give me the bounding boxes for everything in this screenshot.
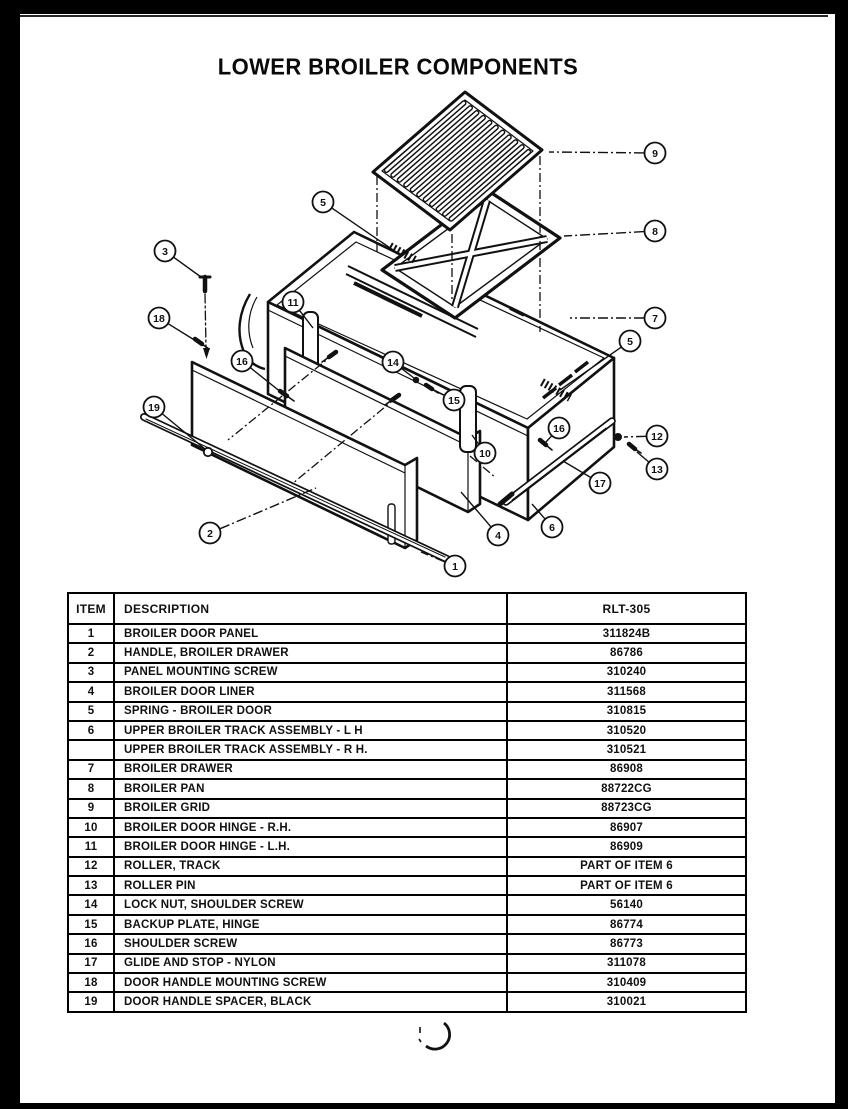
- cell-part: 86773: [507, 934, 746, 953]
- callout-18: [149, 308, 197, 342]
- cell-item: 1: [68, 624, 114, 643]
- callout-number: 5: [320, 196, 326, 209]
- cell-part: 86909: [507, 837, 746, 856]
- cell-part: 310240: [507, 663, 746, 682]
- cell-item: 15: [68, 915, 114, 934]
- table-row: [68, 682, 746, 701]
- leader-line: [624, 436, 646, 437]
- header-item: ITEM: [68, 593, 114, 624]
- cell-part: 310021: [507, 992, 746, 1011]
- callout-number: 16: [236, 355, 248, 368]
- table-row: [68, 740, 746, 759]
- parts-table: [67, 592, 747, 1013]
- cell-item: 9: [68, 799, 114, 818]
- callout-number: 2: [207, 527, 213, 540]
- cell-item: 13: [68, 876, 114, 895]
- cell-item: 2: [68, 643, 114, 662]
- cell-item: 6: [68, 721, 114, 740]
- table-row: [68, 663, 746, 682]
- cell-description: LOCK NUT, SHOULDER SCREW: [114, 895, 507, 914]
- callout-number: 12: [651, 430, 663, 443]
- callout-number: 17: [594, 477, 606, 490]
- callout-number: 13: [651, 463, 663, 476]
- callout-number: 6: [549, 521, 555, 534]
- table-row: [68, 624, 746, 643]
- leader-line: [637, 452, 649, 462]
- callout-number: 7: [652, 312, 658, 325]
- cell-description: UPPER BROILER TRACK ASSEMBLY - L H: [114, 721, 507, 740]
- cell-item: 3: [68, 663, 114, 682]
- callout-number: 9: [652, 147, 658, 160]
- callout-number: 5: [627, 335, 633, 348]
- cell-part: 86907: [507, 818, 746, 837]
- leader-line: [168, 324, 196, 341]
- cell-item: 10: [68, 818, 114, 837]
- table-row: [68, 973, 746, 992]
- cell-description: UPPER BROILER TRACK ASSEMBLY - R H.: [114, 740, 507, 759]
- table-row: [68, 702, 746, 721]
- callout-number: 11: [287, 296, 299, 309]
- table-row: [68, 779, 746, 798]
- track-roller: [614, 433, 622, 441]
- cell-part: 88723CG: [507, 799, 746, 818]
- callout-number: 1: [452, 560, 458, 573]
- callout-9: [549, 143, 666, 164]
- cell-description: ROLLER, TRACK: [114, 857, 507, 876]
- cell-description: BROILER GRID: [114, 799, 507, 818]
- leader-line: [564, 232, 644, 236]
- callout-number: 10: [479, 447, 491, 460]
- table-row: [68, 895, 746, 914]
- cell-part: 310815: [507, 702, 746, 721]
- roller-pin: [629, 444, 635, 449]
- cell-description: BROILER DRAWER: [114, 760, 507, 779]
- cell-item: 14: [68, 895, 114, 914]
- cell-part: 311078: [507, 954, 746, 973]
- page-number-mark: [419, 1023, 450, 1049]
- cell-description: DOOR HANDLE SPACER, BLACK: [114, 992, 507, 1011]
- callout-13: [637, 452, 668, 480]
- cell-item: 16: [68, 934, 114, 953]
- cell-description: BROILER DOOR LINER: [114, 682, 507, 701]
- cell-part: PART OF ITEM 6: [507, 857, 746, 876]
- cell-description: DOOR HANDLE MOUNTING SCREW: [114, 973, 507, 992]
- cell-description: ROLLER PIN: [114, 876, 507, 895]
- cell-description: BROILER PAN: [114, 779, 507, 798]
- cell-item: [68, 740, 114, 759]
- cell-part: 310521: [507, 740, 746, 759]
- cell-description: SHOULDER SCREW: [114, 934, 507, 953]
- cell-item: 18: [68, 973, 114, 992]
- cell-description: BROILER DOOR PANEL: [114, 624, 507, 643]
- header-description: DESCRIPTION: [114, 593, 507, 624]
- cell-item: 5: [68, 702, 114, 721]
- header-model: RLT-305: [507, 593, 746, 624]
- callout-number: 3: [162, 245, 168, 258]
- cell-part: 310520: [507, 721, 746, 740]
- cell-description: PANEL MOUNTING SCREW: [114, 663, 507, 682]
- table-row: [68, 876, 746, 895]
- leader-line: [549, 152, 644, 153]
- cell-description: BROILER DOOR HINGE - R.H.: [114, 818, 507, 837]
- table-row: [68, 992, 746, 1011]
- callout-number: 18: [153, 312, 165, 325]
- callout-number: 16: [553, 422, 565, 435]
- leader-line: [174, 257, 201, 277]
- table-row: [68, 954, 746, 973]
- cell-part: 86908: [507, 760, 746, 779]
- cell-item: 7: [68, 760, 114, 779]
- callout-number: 15: [448, 394, 460, 407]
- cell-item: 8: [68, 779, 114, 798]
- cell-description: BACKUP PLATE, HINGE: [114, 915, 507, 934]
- table-row: [68, 760, 746, 779]
- cell-part: 88722CG: [507, 779, 746, 798]
- callout-3: [155, 241, 202, 278]
- table-row: [68, 934, 746, 953]
- door-handle-mounting-screw: [195, 339, 202, 344]
- table-row: [68, 643, 746, 662]
- cell-description: SPRING - BROILER DOOR: [114, 702, 507, 721]
- cell-part: 310409: [507, 973, 746, 992]
- callout-number: 19: [148, 401, 160, 414]
- parts-table-body: [68, 624, 746, 1012]
- cell-description: BROILER DOOR HINGE - L.H.: [114, 837, 507, 856]
- cell-item: 4: [68, 682, 114, 701]
- cell-part: 311824B: [507, 624, 746, 643]
- table-row: [68, 857, 746, 876]
- cell-item: 17: [68, 954, 114, 973]
- cell-part: PART OF ITEM 6: [507, 876, 746, 895]
- cell-item: 12: [68, 857, 114, 876]
- cell-part: 86786: [507, 643, 746, 662]
- page-title: LOWER BROILER COMPONENTS: [217, 53, 579, 80]
- table-header-row: [68, 593, 746, 624]
- cell-part: 56140: [507, 895, 746, 914]
- table-row: [68, 818, 746, 837]
- table-row: [68, 837, 746, 856]
- cell-description: GLIDE AND STOP - NYLON: [114, 954, 507, 973]
- callout-7: [570, 308, 666, 329]
- cell-item: 11: [68, 837, 114, 856]
- callout-number: 4: [495, 529, 501, 542]
- callout-number: 14: [387, 356, 399, 369]
- cell-part: 86774: [507, 915, 746, 934]
- table-row: [68, 799, 746, 818]
- cell-part: 311568: [507, 682, 746, 701]
- callout-number: 8: [652, 225, 658, 238]
- table-row: [68, 721, 746, 740]
- callout-6: [532, 504, 563, 538]
- door-handle-spacer: [204, 448, 212, 456]
- cell-description: HANDLE, BROILER DRAWER: [114, 643, 507, 662]
- cell-item: 19: [68, 992, 114, 1011]
- table-row: [68, 915, 746, 934]
- callout-8: [564, 221, 666, 242]
